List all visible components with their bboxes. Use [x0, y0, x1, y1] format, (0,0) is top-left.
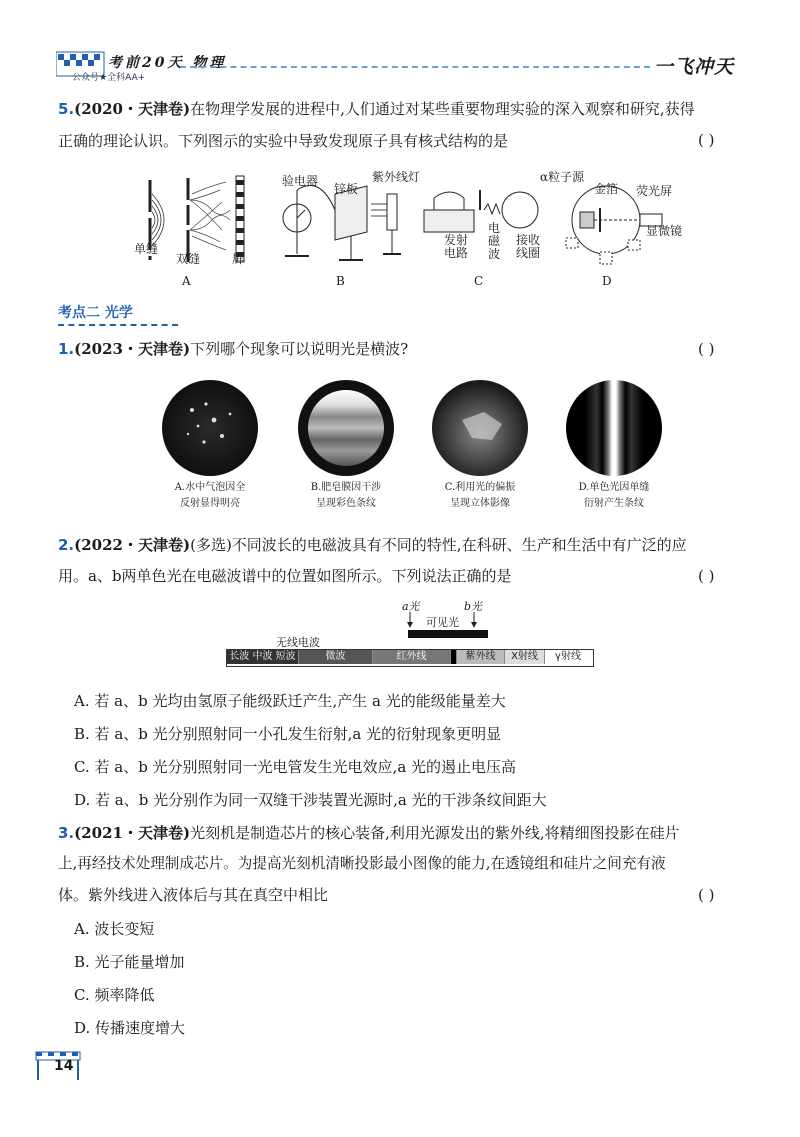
q1-photo-b	[298, 380, 394, 476]
q1-photo-d	[566, 380, 662, 476]
q5-answer-paren[interactable]: ( )	[698, 131, 715, 149]
q5-a-single-slit-label: 单缝	[134, 242, 159, 256]
q2-band-microwave: 微波	[299, 650, 373, 664]
q5-figure-b-label: B	[336, 274, 345, 288]
q5-b-zinc-label: 锌板	[334, 182, 359, 196]
q2-a-light-label: a光	[402, 600, 420, 613]
q2-band-ultraviolet: 紫外线	[457, 650, 505, 664]
q1-line: 1.(2023・天津卷)下列哪个现象可以说明光是横波?	[58, 340, 409, 358]
q2-band-infrared: 红外线	[373, 650, 451, 664]
q5-figure-d-label: D	[602, 274, 612, 288]
section-underline	[58, 324, 178, 326]
header-title: 考前20天 物理	[108, 55, 227, 71]
q5-d-screen-label: 荧光屏	[636, 184, 673, 198]
q5-c-em-wave-label: 电 磁 波	[488, 221, 501, 261]
q2-band-xray: X射线	[505, 650, 545, 664]
q5-d-source-label: α粒子源	[540, 170, 585, 184]
q3-option-a[interactable]: A. 波长变短	[74, 920, 155, 938]
header-divider	[180, 66, 650, 68]
q1-caption-c: C.利用光的偏振 呈现立体影像	[444, 482, 516, 509]
q5-d-microscope-label: 显微镜	[646, 224, 683, 238]
q2-source: (2022・天津卷)	[74, 536, 191, 554]
q2-b-light-label: b光	[464, 600, 483, 613]
q1-number: 1.	[58, 340, 75, 358]
page-number: 14	[54, 1058, 74, 1074]
q1-photo-c	[432, 380, 528, 476]
q2-number: 2.	[58, 536, 75, 554]
q2-radio-label: 无线电波	[276, 636, 320, 649]
q3-answer-paren[interactable]: ( )	[698, 886, 715, 904]
q3-option-c[interactable]: C. 频率降低	[74, 986, 155, 1004]
header-subtitle: 公众号★全科AA+	[72, 73, 146, 83]
q3-line1: 3.(2021・天津卷)光刻机是制造芯片的核心装备,利用光源发出的紫外线,将精细图投影在硅片	[58, 824, 680, 842]
q5-figure-a-label: A	[182, 274, 191, 288]
q1-caption-d: D.单色光因单缝 衍射产生条纹	[578, 482, 650, 509]
q5-a-screen-label: 屏	[232, 252, 245, 266]
q3-source: (2021・天津卷)	[74, 824, 191, 842]
q2-spectrum-bar	[226, 649, 594, 667]
q5-c-emit-label: 发射 电路	[444, 233, 469, 260]
q2-option-a[interactable]: A. 若 a、b 光均由氢原子能级跃迁产生,产生 a 光的能级能量差大	[74, 692, 506, 710]
q2-band-gamma: γ射线	[545, 650, 591, 664]
q1-answer-paren[interactable]: ( )	[698, 340, 715, 358]
q3-option-d[interactable]: D. 传播速度增大	[74, 1019, 186, 1037]
q5-a-double-slit-label: 双缝	[176, 252, 201, 266]
q2-band-longwave: 长波 中波 短波	[227, 650, 299, 664]
q3-line2: 上,再经技术处理制成芯片。为提高光刻机清晰投影最小图像的能力,在透镜组和硅片之间充有液	[58, 855, 666, 872]
q3-number: 3.	[58, 824, 75, 842]
q5-b-electroscope-label: 验电器	[282, 174, 319, 188]
q3-line3: 体。紫外线进入液体后与其在真空中相比	[58, 886, 329, 904]
section-title: 考点二 光学	[58, 305, 133, 321]
q2-line1: 2.(2022・天津卷)(多选)不同波长的电磁波具有不同的特性,在科研、生产和生活中有广泛的应	[58, 536, 687, 554]
q5-line2: 正确的理论认识。下列图示的实验中导致发现原子具有核式结构的是	[58, 132, 509, 150]
q1-caption-b: B.肥皂膜因干涉 呈现彩色条纹	[310, 482, 382, 509]
q1-source: (2023・天津卷)	[74, 340, 191, 358]
q2-visible-label: 可见光	[426, 616, 459, 629]
q5-number: 5.	[58, 100, 75, 118]
q2-answer-paren[interactable]: ( )	[698, 567, 715, 585]
q1-caption-a: A.水中气泡因全 反射显得明亮	[174, 482, 246, 509]
q5-c-receive-label: 接收 线圈	[516, 233, 541, 260]
q5-d-foil-label: 金箔	[594, 182, 619, 196]
q3-option-b[interactable]: B. 光子能量增加	[74, 953, 185, 971]
q5-b-uv-lamp-label: 紫外线灯	[372, 170, 421, 184]
q5-figure-c-label: C	[474, 274, 484, 288]
q5-source: (2020・天津卷)	[74, 100, 191, 118]
q2-line2: 用。a、b两单色光在电磁波谱中的位置如图所示。下列说法正确的是	[58, 567, 512, 585]
header-brand: 一飞冲天	[654, 56, 735, 78]
q2-option-d[interactable]: D. 若 a、b 光分别作为同一双缝干涉装置光源时,a 光的干涉条纹间距大	[74, 791, 547, 809]
q2-option-b[interactable]: B. 若 a、b 光分别照射同一小孔发生衍射,a 光的衍射现象更明显	[74, 725, 502, 743]
q2-option-c[interactable]: C. 若 a、b 光分别照射同一光电管发生光电效应,a 光的遏止电压高	[74, 758, 517, 776]
q1-photo-a	[162, 380, 258, 476]
q5-line1: 5.(2020・天津卷)在物理学发展的进程中,人们通过对某些重要物理实验的深入观察和研究,获得	[58, 100, 695, 118]
